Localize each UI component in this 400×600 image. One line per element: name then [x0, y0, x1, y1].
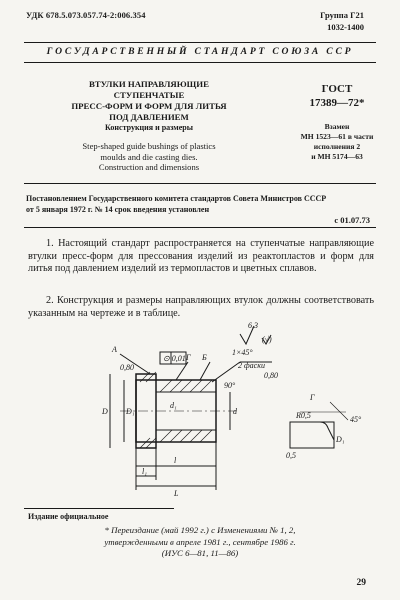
- decree-line-2: от 5 января 1972 г. № 14 срок введения установлен: [26, 205, 210, 214]
- paragraph-1: [28, 238, 374, 276]
- detail-angle: 45°: [350, 415, 362, 424]
- english-line-3: Construction and dimensions: [98, 162, 200, 172]
- reissue-note: [70, 525, 330, 560]
- chamfer-label: 1×45°: [232, 348, 253, 357]
- chamfer-note: 2 фаски: [238, 361, 265, 370]
- russian-title: [54, 79, 244, 123]
- label-g: Г: [186, 353, 191, 362]
- note-line-1: * Переиздание (май 1992 г.) с Изменениями № 1, 2,: [104, 525, 296, 535]
- paragraph-2-text: 2. Конструкция и размеры направляющих втулок должны соответствовать указанным на чертеже и в таблице.: [28, 295, 374, 319]
- angle-label: 90°: [224, 381, 236, 390]
- decree-text: [26, 193, 374, 215]
- gost-label: ГОСТ: [321, 83, 353, 95]
- english-title: [54, 141, 244, 173]
- roughness-left: 0,80: [120, 363, 134, 372]
- detail-label: Г: [310, 393, 315, 402]
- official-edition: Издание официальное: [28, 512, 109, 521]
- replace-line-1: Взамен: [324, 122, 350, 131]
- group-code: 1032-1400: [327, 22, 364, 32]
- replace-line-3: исполнения 2: [313, 142, 361, 151]
- gost-designation: [282, 83, 392, 109]
- roughness-paren: (√): [262, 335, 272, 344]
- udk-code: УДК 678.5.073.057.74-2:006.354: [26, 10, 146, 20]
- detail-chamfer: [290, 422, 334, 440]
- section-hatching: [140, 372, 212, 448]
- bushing-drawing: [0, 322, 400, 502]
- replacement-note: [282, 122, 392, 162]
- dim-l1-label: l₁: [142, 467, 148, 476]
- note-line-3: (ИУС 6—81, 11—86): [161, 548, 239, 558]
- dim-l-label: l: [174, 456, 177, 465]
- detail-dim: D₁: [336, 435, 345, 444]
- effective-date: с 01.07.73: [334, 215, 370, 225]
- dim-d3-label: d₁: [170, 401, 177, 410]
- roughness-right: 0,80: [264, 371, 278, 380]
- russian-subtitle: Конструкция и размеры: [105, 123, 193, 132]
- state-standard-heading: ГОСУДАРСТВЕННЫЙ СТАНДАРТ СОЮЗА ССР: [46, 46, 354, 57]
- decree-line-1: Постановлением Государственного комитета стандартов Совета Министров СССР: [26, 194, 327, 203]
- label-b: Б: [202, 353, 207, 362]
- title-line-3: ПОД ДАВЛЕНИЕМ: [109, 112, 189, 122]
- detail-radius: R0,5: [296, 411, 311, 420]
- decree-rule: [24, 227, 376, 228]
- footer-rule: [24, 508, 174, 509]
- english-line-2: moulds and die casting dies.: [100, 151, 198, 162]
- dim-d1-label: D₁: [126, 407, 135, 416]
- paragraph-2: [28, 295, 374, 320]
- replace-line-2: МН 1523—61 в части: [300, 132, 374, 141]
- roughness-main-value: 6,3: [248, 322, 258, 330]
- heading-rule: [24, 62, 376, 63]
- title-line-1: ВТУЛКИ НАПРАВЛЯЮЩИЕ СТУПЕНЧАТЫЕ: [88, 79, 210, 100]
- tolerance-value: ⊙ 0,01: [163, 354, 186, 363]
- dim-d2-label: d: [233, 407, 237, 416]
- top-rule: [24, 42, 376, 43]
- label-a: A: [112, 345, 117, 354]
- dim-d-label: D: [102, 407, 108, 416]
- group-block: [320, 9, 364, 33]
- replace-line-4: и МН 5174—63: [311, 152, 363, 161]
- group-label: Группа Г21: [320, 10, 364, 20]
- title-block-rule: [24, 183, 376, 184]
- detail-small: 0,5: [286, 451, 296, 460]
- gost-number: 17389—72*: [309, 97, 365, 109]
- page-number: 29: [356, 578, 366, 588]
- note-line-2: утвержденными в апреле 1981 г., сентябре 1986 г.: [104, 536, 296, 547]
- english-line-1: Step-shaped guide bushings of plastics: [82, 141, 216, 151]
- dim-big-l-label: L: [174, 489, 179, 498]
- title-line-2: ПРЕСС-ФОРМ И ФОРМ ДЛЯ ЛИТЬЯ: [71, 101, 227, 111]
- paragraph-1-text: 1. Настоящий стандарт распространяется на ступенчатые направляющие втулки пресс-форм для прессования изделий из реактопластов и форм для литья под давлением изделий из термопластов и цветных сплавов.: [28, 238, 374, 275]
